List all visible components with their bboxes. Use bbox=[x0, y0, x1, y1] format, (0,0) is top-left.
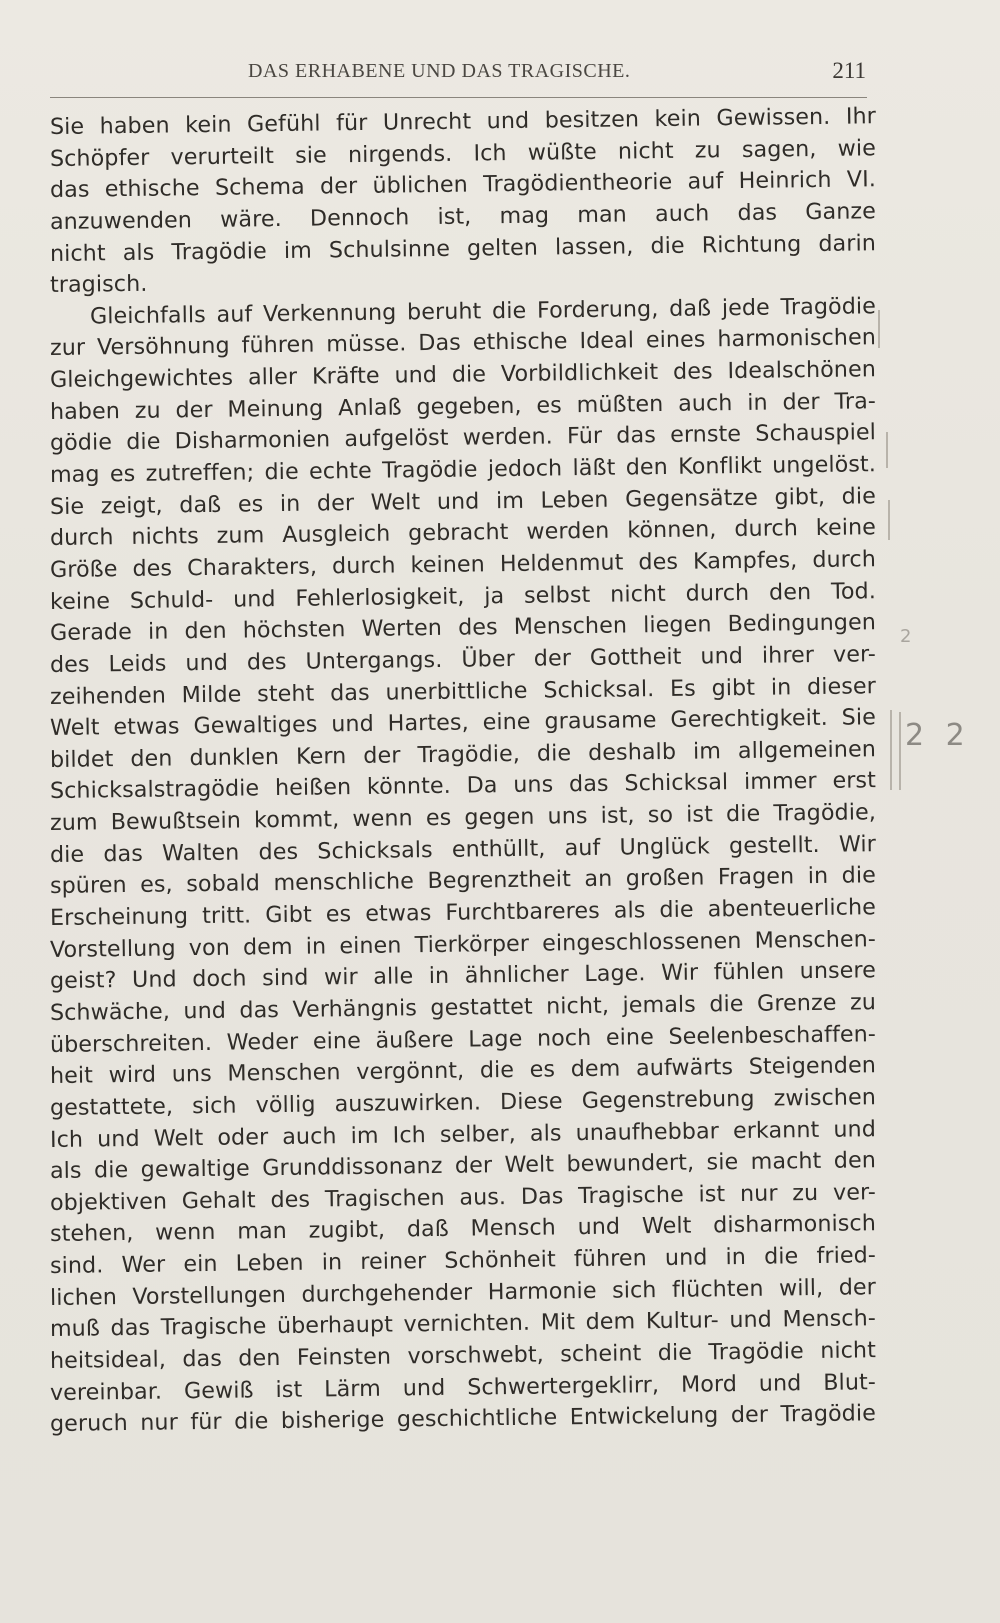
margin-line-mark bbox=[899, 712, 901, 790]
text-line: sind. Wer ein Leben in reiner Schönheit führen und in die fried- bbox=[49, 1242, 877, 1280]
margin-line-mark bbox=[890, 710, 892, 790]
margin-line-mark bbox=[886, 432, 888, 468]
text-line: Größe des Charakters, durch keinen Heldenmut des Kampfes, durch bbox=[49, 546, 877, 583]
text-line: Schöpfer verurteilt sie nirgends. Ich wüßte nicht zu sagen, wie bbox=[49, 134, 877, 172]
text-line: geruch nur für die bisherige geschichtliche Entwickelung der Tragödie bbox=[49, 1400, 877, 1438]
text-line: spüren es, sobald menschliche Begrenztheit an großen Fragen in die bbox=[49, 862, 877, 900]
text-line: die das Walten des Schicksals enthüllt, auf Unglück gestellt. Wir bbox=[49, 830, 877, 868]
text-line: gestattete, sich völlig auszuwirken. Diese Gegenstrebung zwischen bbox=[49, 1084, 877, 1121]
text-line: objektiven Gehalt des Tragischen aus. Das Tragische ist nur zu ver- bbox=[49, 1178, 877, 1216]
margin-line-mark bbox=[888, 500, 890, 540]
margin-line-mark bbox=[878, 310, 880, 348]
text-line: Ich und Welt oder auch im Ich selber, als unaufhebbar erkannt und bbox=[49, 1115, 877, 1153]
running-title: DAS ERHABENE UND DAS TRAGISCHE. bbox=[248, 60, 631, 82]
text-line: Schwäche, und das Verhängnis gestattet nicht, jemals die Grenze zu bbox=[49, 989, 877, 1026]
text-line: heitsideal, das den Feinsten vorschwebt, scheint die Tragödie nicht bbox=[49, 1337, 877, 1374]
body-text bbox=[49, 103, 877, 1441]
text-line: gödie die Disharmonien aufgelöst werden. Für das ernste Schauspiel bbox=[49, 419, 877, 457]
text-line: Vorstellung von dem in einen Tierkörper eingeschlossenen Menschen- bbox=[49, 925, 877, 963]
text-line: stehen, wenn man zugibt, daß Mensch und Welt disharmonisch bbox=[49, 1210, 877, 1248]
page-header bbox=[52, 58, 868, 88]
header-rule bbox=[50, 97, 867, 98]
text-line: zum Bewußtsein kommt, wenn es gegen uns ist, so ist die Tragödie, bbox=[49, 799, 877, 837]
text-line: keine Schuld- und Fehlerlosigkeit, ja selbst nicht durch den Tod. bbox=[49, 577, 877, 615]
text-line: muß das Tragische überhaupt vernichten. Mit dem Kultur- und Mensch- bbox=[49, 1305, 877, 1343]
text-line: das ethische Schema der üblichen Tragödientheorie auf Heinrich VI. bbox=[49, 166, 877, 204]
text-line: des Leids und des Untergangs. Über der Gottheit und ihrer ver- bbox=[49, 641, 877, 678]
text-line: lichen Vorstellungen durchgehender Harmonie sich flüchten will, der bbox=[49, 1273, 877, 1311]
text-line: Gleichgewichtes aller Kräfte und die Vorbildlichkeit des Idealschönen bbox=[49, 356, 877, 394]
text-line: durch nichts zum Ausgleich gebracht werden können, durch keine bbox=[49, 514, 877, 552]
text-line: bildet den dunklen Kern der Tragödie, die deshalb im allgemeinen bbox=[49, 736, 877, 773]
margin-pencil-mark: 2 bbox=[900, 626, 912, 647]
text-line: Schicksalstragödie heißen könnte. Da uns das Schicksal immer erst bbox=[49, 767, 877, 805]
text-line: haben zu der Meinung Anlaß gegeben, es müßten auch in der Tra- bbox=[49, 387, 877, 425]
text-line: anzuwenden wäre. Dennoch ist, mag man auch das Ganze bbox=[49, 198, 877, 235]
text-line: geist? Und doch sind wir alle in ähnlicher Lage. Wir fühlen unsere bbox=[49, 957, 877, 995]
text-line: Sie haben kein Gefühl für Unrecht und besitzen kein Gewissen. Ihr bbox=[49, 103, 877, 140]
text-line: heit wird uns Menschen vergönnt, die es dem aufwärts Steigenden bbox=[49, 1052, 877, 1090]
text-line: Erscheinung tritt. Gibt es etwas Furchtbareres als die abenteuerliche bbox=[49, 894, 877, 932]
text-line: nicht als Tragödie im Schulsinne gelten lassen, die Richtung darin bbox=[49, 229, 877, 267]
text-line: vereinbar. Gewiß ist Lärm und Schwertergeklirr, Mord und Blut- bbox=[49, 1368, 877, 1406]
page-number: 211 bbox=[832, 58, 866, 83]
text-line: Gleichfalls auf Verkennung beruht die Forderung, daß jede Tragödie bbox=[89, 293, 877, 330]
text-line: als die gewaltige Grunddissonanz der Welt bewundert, sie macht den bbox=[49, 1147, 877, 1185]
text-line: überschreiten. Weder eine äußere Lage noch eine Seelenbeschaffen- bbox=[49, 1020, 877, 1058]
text-line: zeihenden Milde steht das unerbittliche Schicksal. Es gibt in dieser bbox=[49, 672, 877, 710]
text-line: Gerade in den höchsten Werten des Menschen liegen Bedingungen bbox=[49, 609, 877, 647]
text-line: zur Versöhnung führen müsse. Das ethische Ideal eines harmonischen bbox=[49, 324, 877, 362]
text-line: tragisch. bbox=[49, 270, 148, 299]
margin-pencil-note: 2 2 bbox=[905, 718, 971, 753]
text-line: Sie zeigt, daß es in der Welt und im Leben Gegensätze gibt, die bbox=[49, 482, 877, 520]
text-line: Welt etwas Gewaltiges und Hartes, eine grausame Gerechtigkeit. Sie bbox=[49, 704, 877, 742]
text-line: mag es zutreffen; die echte Tragödie jedoch läßt den Konflikt ungelöst. bbox=[49, 451, 877, 489]
